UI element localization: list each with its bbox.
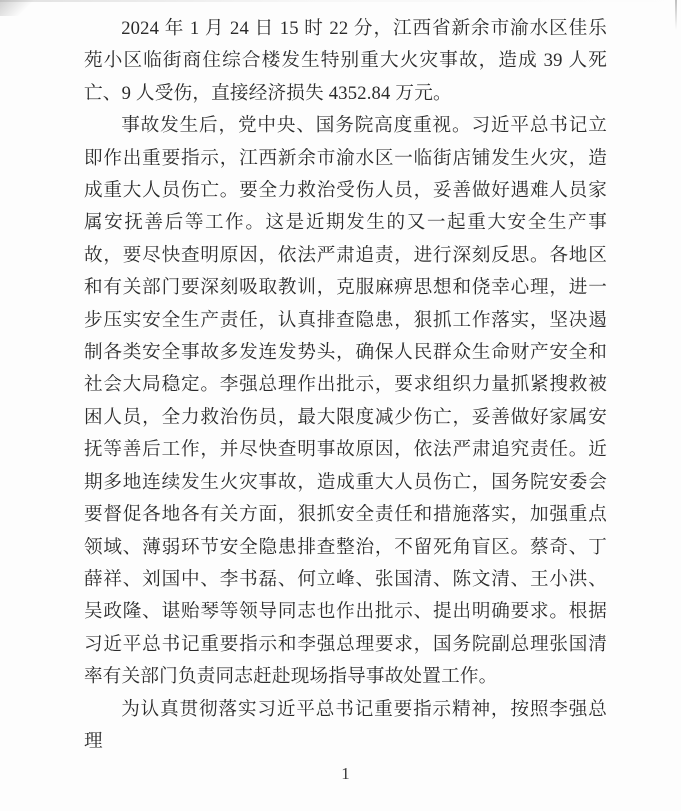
- scan-artifact-top-right-line: [675, 0, 677, 30]
- scan-artifact-top-edge: [0, 0, 681, 2]
- paragraph-leadership-instructions: 事故发生后，党中央、国务院高度重视。习近平总书记立即作出重要指示，江西新余市渝水区一临街店铺发生火灾，造成重大人员伤亡。要全力救治受伤人员，妥善做好遇难人员家属安抚善后等工作。这是近期发生的又一起重大安全生产事故，要尽快查明原因，依法严肃追责，进行深刻反思。各地区和有关部门要深刻吸取教训，克服麻痹思想和侥幸心理，进一步压实安全生产责任，认真排查隐患，狠抓工作落实，坚决遏制各类安全事故多发连发势头，确保人民群众生命财产安全和社会大局稳定。李强总理作出批示，要求组织力量抓紧搜救被困人员，全力救治伤员，最大限度减少伤亡，妥善做好家属安抚等善后工作，并尽快查明事故原因，依法严肃追究责任。近期多地连续发生火灾事故，造成重大人员伤亡，国务院安委会要督促各地各有关方面，狠抓安全责任和措施落实，加强重点领域、薄弱环节安全隐患排查整治，不留死角盲区。蔡奇、丁薛祥、刘国中、李书磊、何立峰、张国清、陈文清、王小洪、吴政隆、谌贻琴等领导同志也作出批示、提出明确要求。根据习近平总书记重要指示和李强总理要求，国务院副总理张国清率有关部门负责同志赶赴现场指导事故处置工作。: [84, 115, 607, 688]
- scan-artifact-top-left: [0, 0, 34, 16]
- paragraph-implementation-intro: 为认真贯彻落实习近平总书记重要指示精神，按照李强总理: [84, 698, 607, 752]
- document-body: [84, 13, 607, 758]
- page-number: 1: [341, 764, 350, 783]
- paragraph-incident-summary: 2024 年 1 月 24 日 15 时 22 分，江西省新余市渝水区佳乐苑小区临街商住综合楼发生特别重大火灾事故，造成 39 人死亡、9 人受伤，直接经济损失 4352.84 万元。: [84, 18, 607, 104]
